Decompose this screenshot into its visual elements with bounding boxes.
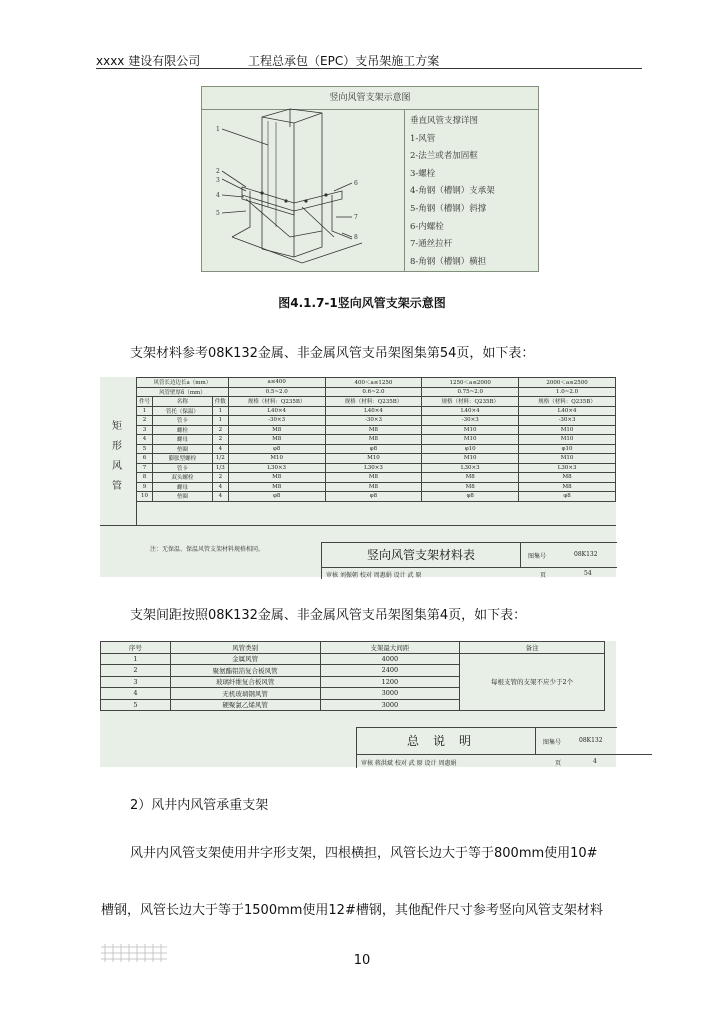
figure-divider (404, 109, 405, 271)
atlas-number: 08K132 (574, 551, 598, 558)
legend-item: 2-法兰或者加固框 (410, 151, 478, 162)
table-cell: 螺栓 (152, 425, 212, 435)
table-cell: 2400 (320, 665, 460, 677)
table-cell: 1 (212, 416, 228, 426)
callout-8: 8 (354, 234, 358, 241)
table-row (137, 387, 616, 397)
table-cell: M10 (519, 435, 616, 445)
table-row (137, 416, 616, 426)
table-cell: 2000＜a≤2500 (519, 378, 616, 388)
table-cell: 1/3 (212, 463, 228, 473)
figure-legend (410, 113, 495, 271)
table-cell: M8 (228, 482, 325, 492)
company-name: xxxx 建设有限公司 (96, 54, 201, 68)
atlas-label: 图集号 (543, 739, 562, 746)
table-cell: 风管壁厚δ（mm） (137, 387, 229, 397)
table-cell: 膨胀型螺栓 (152, 454, 212, 464)
table-cell: 1 (137, 406, 153, 416)
table-cell: 4 (212, 492, 228, 502)
table-cell: 管卡 (152, 416, 212, 426)
table-cell: -30×3 (325, 416, 422, 426)
table-cell: 0.5~2.0 (228, 387, 325, 397)
table-header: 序号 (101, 642, 171, 654)
title-block (321, 542, 617, 579)
table-cell: 双头螺栓 (152, 473, 212, 483)
table-cell: 3000 (320, 699, 460, 711)
table-cell: 1 (212, 406, 228, 416)
table-cell: L40×4 (325, 406, 422, 416)
document-title: 工程总承包（EPC）支吊架施工方案 (248, 54, 440, 68)
vertical-duct-support-figure (201, 86, 539, 272)
table-row (137, 435, 616, 445)
table-note: 注：无保温、保温风管支架材料规格相同。 (150, 546, 265, 553)
table-cell: 1 (101, 653, 171, 665)
table-cell: 4 (137, 435, 153, 445)
side-char: 形 (112, 441, 122, 452)
side-char: 管 (112, 481, 122, 492)
table-cell: 2 (137, 416, 153, 426)
table-cell: φ8 (325, 444, 422, 454)
legend-item: 8-角钢（槽钢）横担 (410, 256, 487, 267)
table-cell: 风管长边边长a（mm） (137, 378, 229, 388)
title-block-title: 总说明 (357, 728, 536, 754)
table-cell: M10 (228, 454, 325, 464)
table-cell: 5 (101, 699, 171, 711)
callout-6: 6 (354, 180, 358, 187)
table-row (137, 378, 616, 388)
table-cell: L40×4 (519, 406, 616, 416)
table-cell: M8 (422, 473, 519, 483)
table-row (137, 482, 616, 492)
side-char: 风 (112, 461, 122, 472)
table-cell: 金属风管 (170, 653, 320, 665)
table-cell: φ10 (519, 444, 616, 454)
table-cell: 4000 (320, 653, 460, 665)
table-cell: 2 (212, 473, 228, 483)
table-cell: φ8 (422, 492, 519, 502)
spacing-grid (100, 641, 605, 711)
table-cell: 垫圈 (152, 444, 212, 454)
table-cell: 垫圈 (152, 492, 212, 502)
page-label: 页 (555, 760, 562, 767)
table-header: 规格（材料：Q235B） (325, 397, 422, 407)
legend-item: 垂直风管支撑详图 (410, 116, 479, 126)
paragraph-shaft-2: 槽钢，风管长边大于等于1500mm使用12#槽钢，其他配件尺寸参考竖向风管支架材料 (101, 903, 603, 918)
paragraph-shaft-1: 风井内风管支架使用井字形支架，四根横担，风管长边大于等于800mm使用10# (130, 846, 598, 861)
table-header: 支架最大间距 (320, 642, 460, 654)
table-header-row (137, 397, 616, 407)
table-header-row (101, 642, 605, 654)
table-header: 风管类别 (170, 642, 320, 654)
table-row (101, 653, 605, 665)
table-cell: M8 (325, 473, 422, 483)
header-rule (96, 68, 642, 69)
table-row (137, 463, 616, 473)
table-cell: L30×3 (422, 463, 519, 473)
table-cell: M10 (325, 454, 422, 464)
table-cell: φ8 (228, 444, 325, 454)
table-cell: 3000 (320, 688, 460, 700)
table-row (137, 473, 616, 483)
section-heading: 2）风井内风管承重支架 (130, 798, 269, 813)
table-cell: φ8 (228, 492, 325, 502)
table-cell: M10 (519, 425, 616, 435)
table-header: 规格（材料：Q235B） (519, 397, 616, 407)
table-cell: 4 (212, 444, 228, 454)
figure-title: 竖向风管支架示意图 (202, 87, 538, 110)
sign-row (322, 567, 617, 580)
table-cell: 9 (137, 482, 153, 492)
table-header: 件号 (137, 397, 153, 407)
callout-1: 1 (216, 126, 220, 133)
paragraph-spacing: 支架间距按照08K132金属、非金属风管支吊架图集第4页，如下表： (130, 608, 527, 623)
table-cell: 硬聚氯乙烯风管 (170, 699, 320, 711)
materials-table (100, 377, 616, 577)
atlas-label: 图集号 (528, 553, 547, 560)
legend-item: 1-风管 (410, 133, 436, 144)
table-header: 件数 (212, 397, 228, 407)
table-cell: 1/2 (212, 454, 228, 464)
table-cell: -30×3 (422, 416, 519, 426)
table-cell: 3 (101, 676, 171, 688)
table-cell: 8 (137, 473, 153, 483)
table-cell: 2 (212, 435, 228, 445)
table-cell: M10 (519, 454, 616, 464)
paragraph-materials: 支架材料参考08K132金属、非金属风管支吊架图集第54页，如下表： (130, 346, 535, 361)
table-cell: L30×3 (519, 463, 616, 473)
table-cell: M8 (325, 482, 422, 492)
table-cell: -30×3 (228, 416, 325, 426)
sign-names: 审核 刘振朝 校对 周惠娟 设计 武 原 (326, 572, 422, 579)
atlas-number: 08K132 (579, 737, 603, 744)
table-cell: 螺母 (152, 482, 212, 492)
table-cell: 0.6~2.0 (325, 387, 422, 397)
title-block (356, 727, 617, 768)
page-number: 4 (593, 758, 597, 765)
table-cell: 6 (137, 454, 153, 464)
table-cell: L30×3 (325, 463, 422, 473)
table-cell: M10 (422, 454, 519, 464)
table-cell: 7 (137, 463, 153, 473)
table-cell: 螺母 (152, 435, 212, 445)
table-cell: φ8 (519, 492, 616, 502)
table-cell: -30×3 (519, 416, 616, 426)
figure-caption: 图4.1.7-1竖向风管支架示意图 (278, 296, 446, 310)
callout-5: 5 (216, 210, 220, 217)
legend-item: 4-角钢（槽钢）支承架 (410, 186, 495, 197)
table-header: 备注 (460, 642, 605, 654)
table-row (137, 492, 616, 502)
table-cell: 无机玻璃钢风管 (170, 688, 320, 700)
title-block-title: 竖向风管支架材料表 (322, 543, 521, 567)
table-cell: M8 (228, 473, 325, 483)
table-cell: M8 (519, 482, 616, 492)
table-cell: M8 (228, 435, 325, 445)
table-header: 规格（材料：Q235B） (422, 397, 519, 407)
table-cell: 1.0~2.0 (519, 387, 616, 397)
page-label: 页 (540, 572, 547, 579)
table-side-label (100, 377, 137, 525)
sign-row (357, 754, 652, 769)
table-cell: 聚氨酯铝箔复合板风管 (170, 665, 320, 677)
table-cell: M10 (422, 435, 519, 445)
table-header: 规格（材料：Q235B） (228, 397, 325, 407)
page-number-footer: 10 (353, 953, 371, 968)
table-cell: φ8 (325, 492, 422, 502)
table-cell: 1250＜a≤2000 (422, 378, 519, 388)
legend-item: 7-通丝拉杆 (410, 239, 453, 250)
table-cell: 4 (101, 688, 171, 700)
table-cell: 玻璃纤维复合板风管 (170, 676, 320, 688)
table-cell: 2 (101, 665, 171, 677)
table-cell: L40×4 (422, 406, 519, 416)
remark-cell: 每根支管的支架不应少于2个 (460, 653, 605, 711)
table-row (137, 425, 616, 435)
table-cell: 10 (137, 492, 153, 502)
table-cell: M8 (325, 435, 422, 445)
callout-7: 7 (354, 214, 358, 221)
page-number: 54 (584, 570, 592, 577)
side-char: 矩 (112, 421, 122, 432)
legend-item: 5-角钢（槽钢）斜撑 (410, 203, 487, 214)
table-cell: φ10 (422, 444, 519, 454)
callout-2: 2 (216, 168, 220, 175)
table-row (137, 406, 616, 416)
table-cell: L30×3 (228, 463, 325, 473)
table-row (137, 454, 616, 464)
sign-names: 审核 蒋洪斌 校对 武 原 设计 周惠娟 (361, 760, 457, 767)
table-cell: M8 (325, 425, 422, 435)
callout-4: 4 (216, 192, 220, 199)
table-cell: 400＜a≤1250 (325, 378, 422, 388)
table-cell: 3 (137, 425, 153, 435)
materials-grid (136, 377, 616, 502)
table-cell: L40×4 (228, 406, 325, 416)
table-footer (100, 525, 616, 578)
spacing-table (100, 641, 616, 767)
table-cell: 管卡 (152, 463, 212, 473)
table-cell: M10 (422, 425, 519, 435)
legend-item: 6-内螺栓 (410, 221, 444, 232)
table-cell: a≤400 (228, 378, 325, 388)
table-row (137, 444, 616, 454)
table-cell: 0.75~2.0 (422, 387, 519, 397)
table-cell: 1200 (320, 676, 460, 688)
table-cell: M8 (422, 482, 519, 492)
table-cell: 2 (212, 425, 228, 435)
table-cell: M8 (228, 425, 325, 435)
table-cell: 4 (212, 482, 228, 492)
table-cell: 管托（保温） (152, 406, 212, 416)
table-cell: M8 (519, 473, 616, 483)
table-header: 名称 (152, 397, 212, 407)
table-cell: 5 (137, 444, 153, 454)
callout-3: 3 (216, 177, 220, 184)
legend-item: 3-螺栓 (410, 168, 436, 179)
